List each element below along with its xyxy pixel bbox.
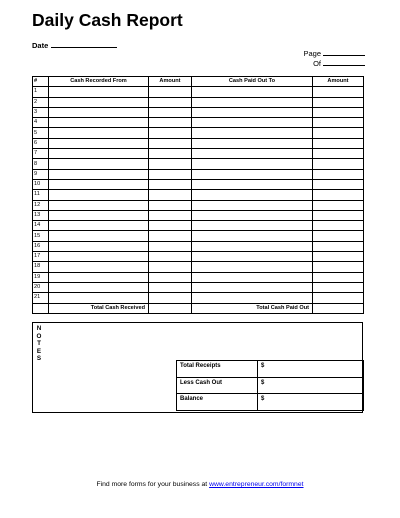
cash-recorded-from-cell[interactable] [49, 138, 149, 148]
date-line[interactable] [51, 40, 117, 48]
table-row [33, 221, 364, 231]
amount-received-cell[interactable] [149, 87, 192, 97]
amount-paid-cell[interactable] [313, 272, 364, 282]
amount-paid-cell[interactable] [313, 149, 364, 159]
date-label: Date [32, 41, 49, 50]
cash-paid-out-to-cell[interactable] [192, 282, 313, 292]
amount-received-cell[interactable] [149, 293, 192, 303]
cash-recorded-from-cell[interactable] [49, 190, 149, 200]
cash-paid-out-to-cell[interactable] [192, 262, 313, 272]
amount-paid-cell[interactable] [313, 282, 364, 292]
table-row [33, 118, 364, 128]
amount-paid-cell[interactable] [313, 252, 364, 262]
header-amount-paid: Amount [313, 77, 364, 87]
row-number: 15 [33, 231, 49, 241]
row-number: 3 [33, 107, 49, 117]
amount-paid-cell[interactable] [313, 200, 364, 210]
summary-label: Balance [177, 394, 258, 411]
header-cash-paid-out-to: Cash Paid Out To [192, 77, 313, 87]
amount-received-cell[interactable] [149, 169, 192, 179]
amount-paid-cell[interactable] [313, 262, 364, 272]
cash-paid-out-to-cell[interactable] [192, 107, 313, 117]
cash-recorded-from-cell[interactable] [49, 252, 149, 262]
amount-received-cell[interactable] [149, 118, 192, 128]
of-line[interactable] [323, 58, 365, 66]
cash-paid-out-to-cell[interactable] [192, 128, 313, 138]
amount-received-cell[interactable] [149, 128, 192, 138]
row-number: 6 [33, 138, 49, 148]
table-row [33, 231, 364, 241]
row-number: 4 [33, 118, 49, 128]
notes-letter: O [36, 332, 42, 340]
cash-recorded-from-cell[interactable] [49, 118, 149, 128]
amount-received-cell[interactable] [149, 282, 192, 292]
table-row [33, 138, 364, 148]
page-label: Page [303, 49, 321, 58]
table-row [33, 252, 364, 262]
page-field[interactable] [303, 48, 365, 58]
table-row [33, 107, 364, 117]
amount-received-cell[interactable] [149, 231, 192, 241]
row-number: 13 [33, 210, 49, 220]
amount-paid-cell[interactable] [313, 293, 364, 303]
amount-received-cell[interactable] [149, 138, 192, 148]
cash-recorded-from-cell[interactable] [49, 128, 149, 138]
table-row [33, 87, 364, 97]
row-number: 12 [33, 200, 49, 210]
amount-paid-cell[interactable] [313, 107, 364, 117]
table-row [33, 159, 364, 169]
amount-received-cell[interactable] [149, 107, 192, 117]
amount-paid-cell[interactable] [313, 179, 364, 189]
cash-paid-out-to-cell[interactable] [192, 241, 313, 251]
summary-value[interactable]: $ [258, 361, 364, 378]
cash-paid-out-to-cell[interactable] [192, 87, 313, 97]
summary-label: Less Cash Out [177, 377, 258, 394]
summary-row [177, 377, 364, 394]
total-cash-paid-out-amount[interactable] [313, 303, 364, 313]
cash-recorded-from-cell[interactable] [49, 179, 149, 189]
row-number: 18 [33, 262, 49, 272]
total-cash-paid-out-label: Total Cash Paid Out [192, 303, 313, 313]
amount-paid-cell[interactable] [313, 241, 364, 251]
table-row [33, 241, 364, 251]
row-number: 14 [33, 221, 49, 231]
header-cash-recorded-from: Cash Recorded From [49, 77, 149, 87]
notes-letter: S [36, 355, 42, 363]
cash-recorded-from-cell[interactable] [49, 200, 149, 210]
table-row [33, 200, 364, 210]
notes-label [36, 325, 42, 363]
of-label: Of [313, 59, 321, 68]
table-row [33, 210, 364, 220]
cash-recorded-from-cell[interactable] [49, 159, 149, 169]
row-number: 20 [33, 282, 49, 292]
cash-table [32, 76, 364, 314]
cash-table-header [33, 77, 364, 87]
cash-recorded-from-cell[interactable] [49, 210, 149, 220]
row-number: 7 [33, 149, 49, 159]
amount-received-cell[interactable] [149, 200, 192, 210]
cash-recorded-from-cell[interactable] [49, 107, 149, 117]
footer-text: Find more forms for your business at [96, 481, 208, 488]
notes-letter: E [36, 347, 42, 355]
cash-recorded-from-cell[interactable] [49, 97, 149, 107]
footer-link[interactable]: www.entrepreneur.com/formnet [209, 481, 304, 488]
table-row [33, 149, 364, 159]
amount-received-cell[interactable] [149, 159, 192, 169]
amount-received-cell[interactable] [149, 241, 192, 251]
row-number: 16 [33, 241, 49, 251]
cash-recorded-from-cell[interactable] [49, 293, 149, 303]
cash-paid-out-to-cell[interactable] [192, 190, 313, 200]
row-number: 11 [33, 190, 49, 200]
of-field[interactable] [313, 58, 365, 68]
amount-paid-cell[interactable] [313, 138, 364, 148]
amount-received-cell[interactable] [149, 252, 192, 262]
cash-paid-out-to-cell[interactable] [192, 200, 313, 210]
amount-received-cell[interactable] [149, 262, 192, 272]
table-row [33, 262, 364, 272]
row-number: 5 [33, 128, 49, 138]
amount-received-cell[interactable] [149, 272, 192, 282]
notes-letter: N [36, 325, 42, 332]
cash-paid-out-to-cell[interactable] [192, 272, 313, 282]
amount-received-cell[interactable] [149, 221, 192, 231]
summary-row [177, 361, 364, 378]
cash-recorded-from-cell[interactable] [49, 272, 149, 282]
cash-paid-out-to-cell[interactable] [192, 293, 313, 303]
amount-received-cell[interactable] [149, 210, 192, 220]
amount-paid-cell[interactable] [313, 97, 364, 107]
header-number: # [33, 77, 49, 87]
table-row [33, 282, 364, 292]
cash-recorded-from-cell[interactable] [49, 87, 149, 97]
report-title: Daily Cash Report [32, 10, 183, 30]
row-number: 8 [33, 159, 49, 169]
row-number: 2 [33, 97, 49, 107]
amount-paid-cell[interactable] [313, 231, 364, 241]
amount-paid-cell[interactable] [313, 221, 364, 231]
row-number: 21 [33, 293, 49, 303]
cash-paid-out-to-cell[interactable] [192, 231, 313, 241]
cash-recorded-from-cell[interactable] [49, 221, 149, 231]
cash-paid-out-to-cell[interactable] [192, 179, 313, 189]
summary-value[interactable]: $ [258, 394, 364, 411]
cash-recorded-from-cell[interactable] [49, 262, 149, 272]
amount-paid-cell[interactable] [313, 159, 364, 169]
cash-recorded-from-cell[interactable] [49, 149, 149, 159]
row-number: 10 [33, 179, 49, 189]
summary-value[interactable]: $ [258, 377, 364, 394]
cash-paid-out-to-cell[interactable] [192, 138, 313, 148]
amount-paid-cell[interactable] [313, 169, 364, 179]
amount-paid-cell[interactable] [313, 128, 364, 138]
row-number: 1 [33, 87, 49, 97]
cash-paid-out-to-cell[interactable] [192, 149, 313, 159]
summary-table [176, 360, 364, 411]
row-number: 19 [33, 272, 49, 282]
cash-paid-out-to-cell[interactable] [192, 159, 313, 169]
header-amount-received: Amount [149, 77, 192, 87]
summary-label: Total Receipts [177, 361, 258, 378]
cash-paid-out-to-cell[interactable] [192, 118, 313, 128]
total-cash-received-amount[interactable] [149, 303, 192, 313]
amount-received-cell[interactable] [149, 190, 192, 200]
cash-recorded-from-cell[interactable] [49, 169, 149, 179]
amount-received-cell[interactable] [149, 97, 192, 107]
cash-paid-out-to-cell[interactable] [192, 210, 313, 220]
amount-received-cell[interactable] [149, 149, 192, 159]
table-row [33, 169, 364, 179]
date-field[interactable] [32, 40, 117, 50]
amount-received-cell[interactable] [149, 179, 192, 189]
cash-recorded-from-cell[interactable] [49, 231, 149, 241]
table-row [33, 272, 364, 282]
cash-paid-out-to-cell[interactable] [192, 252, 313, 262]
table-row [33, 128, 364, 138]
totals-row [33, 303, 364, 313]
notes-letter: T [37, 340, 41, 348]
table-row [33, 190, 364, 200]
cash-paid-out-to-cell[interactable] [192, 221, 313, 231]
totals-spacer [33, 303, 49, 313]
cash-recorded-from-cell[interactable] [49, 241, 149, 251]
row-number: 17 [33, 252, 49, 262]
page-line[interactable] [323, 48, 365, 56]
row-number: 9 [33, 169, 49, 179]
cash-recorded-from-cell[interactable] [49, 282, 149, 292]
amount-paid-cell[interactable] [313, 118, 364, 128]
summary-row [177, 394, 364, 411]
footer [0, 481, 400, 488]
total-cash-received-label: Total Cash Received [49, 303, 149, 313]
cash-paid-out-to-cell[interactable] [192, 97, 313, 107]
amount-paid-cell[interactable] [313, 87, 364, 97]
table-row [33, 97, 364, 107]
amount-paid-cell[interactable] [313, 190, 364, 200]
table-row [33, 179, 364, 189]
table-row [33, 293, 364, 303]
cash-paid-out-to-cell[interactable] [192, 169, 313, 179]
amount-paid-cell[interactable] [313, 210, 364, 220]
